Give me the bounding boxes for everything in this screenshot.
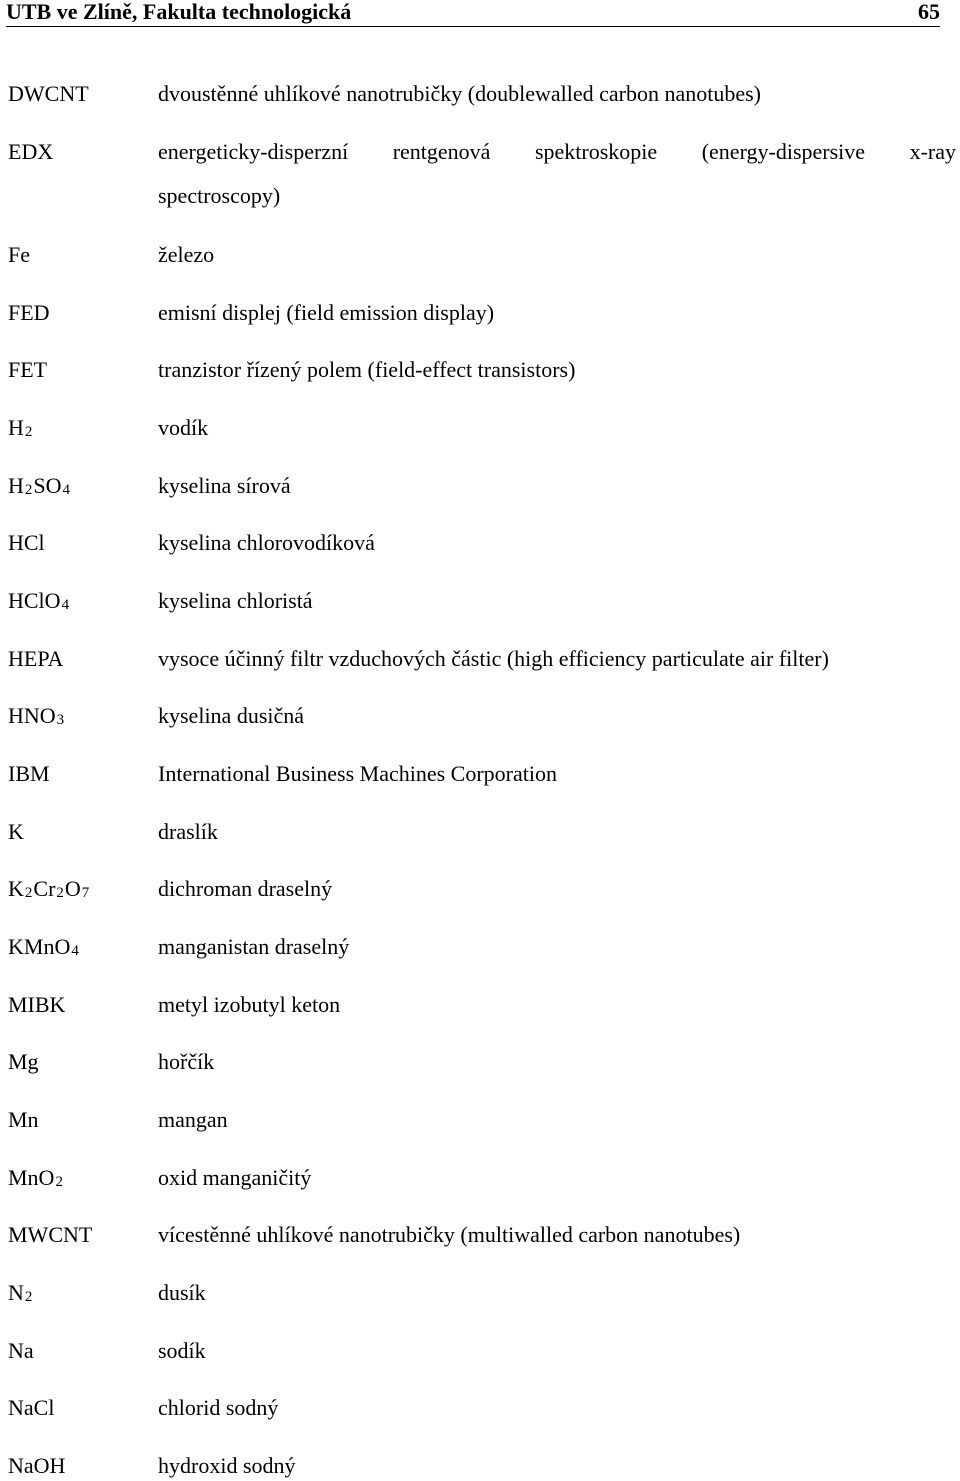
abbreviation-term: Mn (8, 1107, 39, 1132)
abbreviation-term: NaOH (8, 1453, 66, 1478)
abbreviation-definition: kyselina dusičná (158, 703, 305, 728)
abbreviation-term: Mg (8, 1049, 39, 1074)
list-item (0, 1107, 960, 1147)
abbreviation-definition: vodík (158, 415, 209, 440)
abbreviation-term: Na (8, 1338, 34, 1363)
list-item (0, 1049, 960, 1089)
abbreviation-definition: vícestěnné uhlíkové nanotrubičky (multiwalled carbon nanotubes) (158, 1222, 741, 1247)
list-item (0, 819, 960, 859)
abbreviation-term: HEPA (8, 646, 64, 671)
abbreviation-definition: dvoustěnné uhlíkové nanotrubičky (doublewalled carbon nanotubes) (158, 81, 762, 106)
abbreviation-definition: kyselina sírová (158, 473, 291, 498)
list-item (0, 357, 960, 397)
abbreviation-definition: dusík (158, 1280, 206, 1305)
abbreviation-definition: kyselina chlorovodíková (158, 530, 375, 555)
abbreviation-term: KMnO4 (8, 934, 79, 959)
list-item (0, 139, 960, 219)
list-item (0, 415, 960, 455)
abbreviation-definition: tranzistor řízený polem (field-effect transistors) (158, 357, 576, 382)
list-item (0, 876, 960, 916)
list-item (0, 934, 960, 974)
abbreviation-definition: oxid manganičitý (158, 1165, 312, 1190)
abbreviation-definition: hydroxid sodný (158, 1453, 296, 1478)
list-item (0, 1395, 960, 1435)
abbreviation-term: FET (8, 357, 48, 382)
list-item (0, 473, 960, 513)
abbreviation-term: Fe (8, 242, 30, 267)
page-number: 65 (918, 0, 940, 24)
abbreviation-definition: sodík (158, 1338, 206, 1363)
list-item (0, 300, 960, 340)
abbreviation-definition: metyl izobutyl keton (158, 992, 341, 1017)
abbreviation-term: N2 (8, 1280, 33, 1305)
header-title: UTB ve Zlíně, Fakulta technologická (6, 0, 352, 24)
list-item (0, 761, 960, 801)
list-item (0, 530, 960, 570)
list-item (0, 992, 960, 1032)
abbreviation-term: HCl (8, 530, 45, 555)
abbreviation-definition: manganistan draselný (158, 934, 350, 959)
abbreviation-term: HClO4 (8, 588, 70, 613)
abbreviation-definition: emisní displej (field emission display) (158, 300, 495, 325)
abbreviation-definition: hořčík (158, 1049, 215, 1074)
abbreviation-term: DWCNT (8, 81, 89, 106)
abbreviation-definition-continued: spectroscopy) (158, 183, 281, 208)
abbreviation-definition: energeticky-disperzní rentgenová spektroskopie (energy-dispersive x-ray (158, 139, 956, 164)
list-item (0, 1338, 960, 1378)
abbreviation-term: H2 (8, 415, 33, 440)
list-item (0, 81, 960, 121)
list-item (0, 703, 960, 743)
abbreviation-term: MnO2 (8, 1165, 63, 1190)
abbreviation-term: MWCNT (8, 1222, 93, 1247)
list-item (0, 1280, 960, 1320)
list-item (0, 646, 960, 686)
abbreviation-definition: vysoce účinný filtr vzduchových částic (high efficiency particulate air filter) (158, 646, 829, 671)
abbreviation-term: MIBK (8, 992, 66, 1017)
list-item (0, 1453, 960, 1481)
abbreviation-term: NaCl (8, 1395, 55, 1420)
abbreviation-term: H2SO4 (8, 473, 71, 498)
list-item (0, 588, 960, 628)
abbreviation-definition: International Business Machines Corporation (158, 761, 557, 786)
abbreviation-definition: železo (158, 242, 215, 267)
list-item (0, 242, 960, 282)
abbreviation-definition: chlorid sodný (158, 1395, 279, 1420)
abbreviation-term: FED (8, 300, 50, 325)
abbreviation-term: HNO3 (8, 703, 65, 728)
abbreviation-term: EDX (8, 139, 54, 164)
list-item (0, 1222, 960, 1262)
abbreviation-definition: dichroman draselný (158, 876, 333, 901)
abbreviation-term: K (8, 819, 24, 844)
abbreviation-term: IBM (8, 761, 50, 786)
list-item (0, 1165, 960, 1205)
abbreviation-definition: mangan (158, 1107, 228, 1132)
abbreviation-term: K2Cr2O7 (8, 876, 90, 901)
abbreviation-definition: kyselina chloristá (158, 588, 313, 613)
abbreviation-definition: draslík (158, 819, 218, 844)
